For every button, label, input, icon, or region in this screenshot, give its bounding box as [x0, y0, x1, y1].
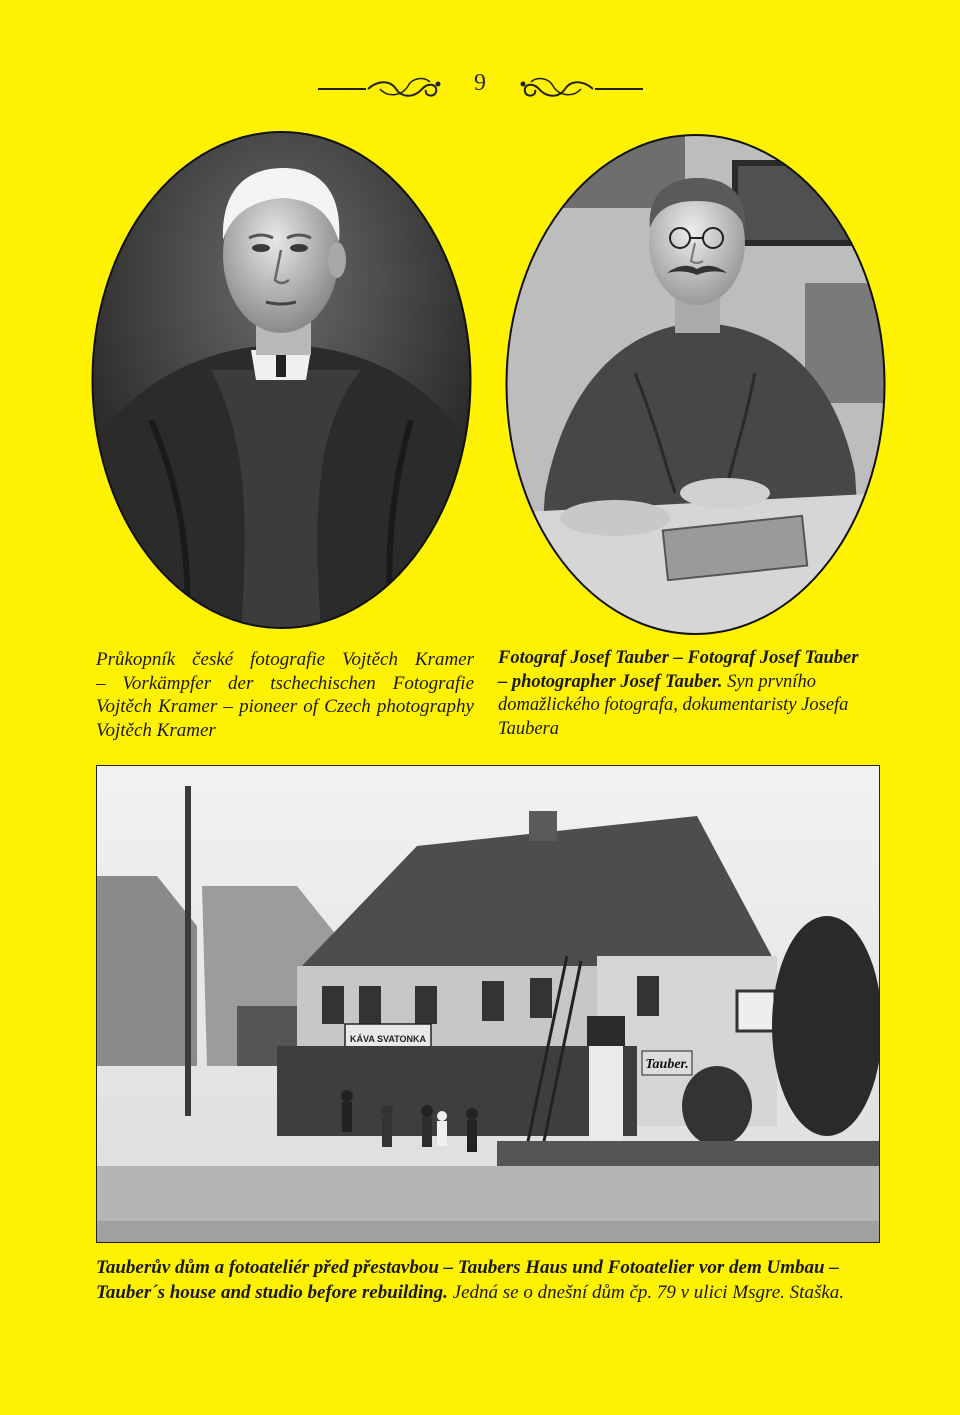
caption-kramer-line-1: Průkopník české fotografie Vojtěch Kramer	[96, 649, 474, 670]
caption-kramer	[96, 648, 474, 742]
caption-tauber	[498, 647, 876, 741]
sign-kava-svatonka: KÁVA SVATONKA	[349, 1034, 427, 1044]
caption-house-bold: Tauber´s house and studio before rebuilding.	[96, 1282, 448, 1303]
caption-kramer-line-2: – Vorkämpfer der tschechischen Fotografie	[96, 672, 474, 694]
ornament-right-icon	[508, 62, 643, 112]
caption-tauber-bold: – photographer Josef Tauber.	[498, 671, 723, 692]
caption-house-line-1: Tauberův dům a fotoateliér před přestavbou – Taubers Haus und Fotoatelier vor dem Umbau –	[96, 1257, 839, 1278]
caption-kramer-line-3: Vojtěch Kramer – pioneer of Czech photography	[96, 696, 474, 717]
sign-tauber: Tauber.	[645, 1057, 689, 1072]
caption-tauber-line-1: Fotograf Josef Tauber – Fotograf Josef Tauber	[498, 648, 859, 668]
portrait-josef-tauber	[505, 133, 886, 636]
caption-kramer-line-4: Vojtěch Kramer	[96, 719, 216, 741]
ornament-left-icon	[318, 62, 453, 112]
caption-house-text: Jedná se o dnešní dům čp. 79 v ulici Msgre. Staška.	[447, 1282, 845, 1303]
caption-tauber-text: Syn prvního domažlického fotografa, dokumentaristy Josefa Taubera	[498, 671, 849, 739]
photo-tauber-house	[96, 765, 880, 1243]
portrait-vojtech-kramer	[91, 130, 472, 630]
caption-house	[96, 1255, 886, 1305]
caption-tauber-line-2	[498, 672, 848, 739]
page-number: 9	[474, 70, 486, 96]
caption-house-line-2	[96, 1280, 886, 1305]
